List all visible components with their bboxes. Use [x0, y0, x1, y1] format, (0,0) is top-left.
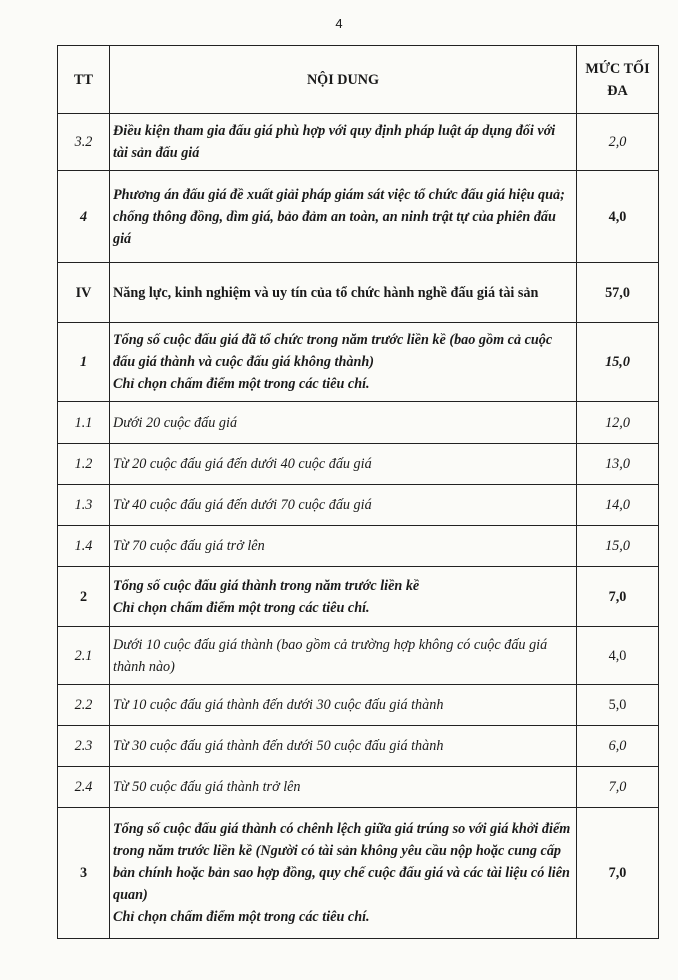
row-score: 4,0 — [577, 171, 659, 263]
table-row — [58, 526, 659, 567]
row-content: Từ 30 cuộc đấu giá thành đến dưới 50 cuộc đấu giá thành — [110, 726, 577, 767]
row-score: 2,0 — [577, 114, 659, 171]
row-note: Chỉ chọn chấm điểm một trong các tiêu chí. — [113, 909, 370, 925]
row-content-cell — [110, 323, 577, 402]
table-row — [58, 808, 659, 939]
row-content: Tổng số cuộc đấu giá thành có chênh lệch giữa giá trúng so với giá khởi điểm trong năm trước liền kề (Người có tài sản không yêu cầu nộp hoặc cung cấp bản chính hoặc bản sao hợp đồng, quy chế cuộc đấu giá và các tài liệu có liên quan) — [113, 821, 571, 903]
row-content-cell — [110, 808, 577, 939]
row-tt: 2.3 — [58, 726, 110, 767]
table-row — [58, 685, 659, 726]
row-tt: 1.1 — [58, 402, 110, 444]
page-number: 4 — [335, 16, 343, 31]
row-tt: 3 — [58, 808, 110, 939]
row-tt: 2.2 — [58, 685, 110, 726]
row-content: Từ 50 cuộc đấu giá thành trở lên — [110, 767, 577, 808]
row-tt: IV — [58, 263, 110, 323]
header-content: NỘI DUNG — [110, 46, 577, 114]
row-score: 4,0 — [577, 627, 659, 685]
table-row — [58, 114, 659, 171]
table-row — [58, 627, 659, 685]
row-tt: 2.1 — [58, 627, 110, 685]
row-content: Điều kiện tham gia đấu giá phù hợp với quy định pháp luật áp dụng đối với tài sản đấu giá — [110, 114, 577, 171]
row-content: Dưới 20 cuộc đấu giá — [110, 402, 577, 444]
row-tt: 1.4 — [58, 526, 110, 567]
row-score: 13,0 — [577, 444, 659, 485]
header-max-line1: MỨC TỐI — [585, 60, 650, 77]
row-score: 14,0 — [577, 485, 659, 526]
row-content: Từ 40 cuộc đấu giá đến dưới 70 cuộc đấu giá — [110, 485, 577, 526]
row-content: Dưới 10 cuộc đấu giá thành (bao gồm cả trường hợp không có cuộc đấu giá thành nào) — [110, 627, 577, 685]
table-row — [58, 726, 659, 767]
table-row — [58, 444, 659, 485]
table-row — [58, 485, 659, 526]
row-tt: 2.4 — [58, 767, 110, 808]
row-score: 7,0 — [577, 567, 659, 627]
row-content-cell — [110, 567, 577, 627]
row-score: 7,0 — [577, 808, 659, 939]
row-content: Tổng số cuộc đấu giá thành trong năm trước liền kề — [113, 577, 420, 594]
row-tt: 4 — [58, 171, 110, 263]
row-tt: 1 — [58, 323, 110, 402]
row-tt: 3.2 — [58, 114, 110, 171]
header-max-line2: ĐA — [607, 82, 628, 99]
row-tt: 1.3 — [58, 485, 110, 526]
row-content: Tổng số cuộc đấu giá đã tổ chức trong năm trước liền kề (bao gồm cả cuộc đấu giá thành và cuộc đấu giá không thành) — [113, 332, 553, 370]
row-tt: 2 — [58, 567, 110, 627]
table-row — [58, 767, 659, 808]
header-row — [58, 46, 659, 114]
header-tt: TT — [58, 46, 110, 114]
row-score: 57,0 — [577, 263, 659, 323]
scoring-table — [57, 45, 659, 939]
row-content: Phương án đấu giá đề xuất giải pháp giám sát việc tổ chức đấu giá hiệu quả; chống thông đồng, dìm giá, bảo đảm an toàn, an ninh trật tự của phiên đấu giá — [110, 171, 577, 263]
row-score: 6,0 — [577, 726, 659, 767]
row-content: Từ 10 cuộc đấu giá thành đến dưới 30 cuộc đấu giá thành — [110, 685, 577, 726]
table-row — [58, 567, 659, 627]
row-note: Chỉ chọn chấm điểm một trong các tiêu chí. — [113, 599, 370, 616]
header-max-score — [577, 46, 659, 114]
table-row — [58, 171, 659, 263]
row-score: 7,0 — [577, 767, 659, 808]
row-score: 15,0 — [577, 323, 659, 402]
row-note: Chỉ chọn chấm điểm một trong các tiêu chí. — [113, 376, 370, 392]
row-score: 5,0 — [577, 685, 659, 726]
table-row — [58, 263, 659, 323]
table-row — [58, 323, 659, 402]
row-content: Từ 20 cuộc đấu giá đến dưới 40 cuộc đấu giá — [110, 444, 577, 485]
row-score: 12,0 — [577, 402, 659, 444]
row-score: 15,0 — [577, 526, 659, 567]
row-content: Từ 70 cuộc đấu giá trở lên — [110, 526, 577, 567]
row-content: Năng lực, kinh nghiệm và uy tín của tổ chức hành nghề đấu giá tài sản — [110, 263, 577, 323]
table-row — [58, 402, 659, 444]
row-tt: 1.2 — [58, 444, 110, 485]
